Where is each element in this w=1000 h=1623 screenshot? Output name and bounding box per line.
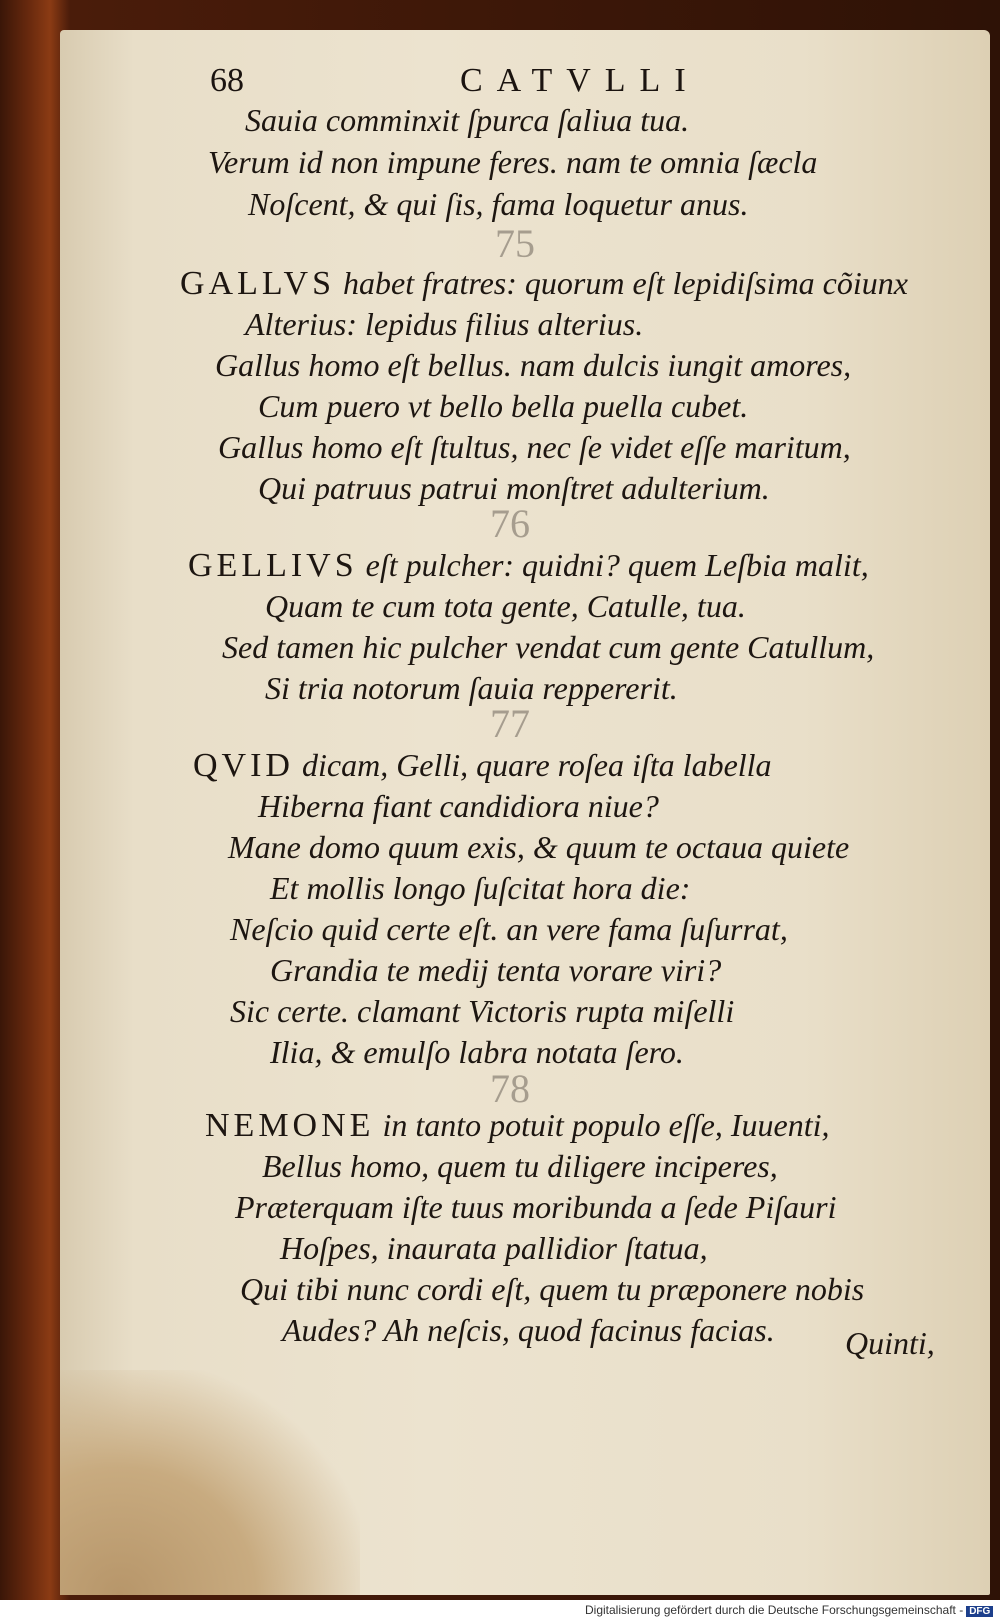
- poem-initial: NEMONE: [205, 1107, 375, 1144]
- catchword: Quinti,: [845, 1325, 935, 1361]
- verse-line: Ilia, & emulſo labra notata ſero.: [270, 1034, 684, 1070]
- page-stain: [60, 1370, 360, 1595]
- verse-line: Sed tamen hic pulcher vendat cum gente Catullum,: [222, 629, 875, 665]
- verse-line: Audes? Ah neſcis, quod facinus facias.: [282, 1312, 775, 1348]
- verse-line: Præterquam iſte tuus moribunda a ſede Piſauri: [235, 1189, 837, 1225]
- verse-line-first: [188, 545, 869, 586]
- verse-line: Hiberna fiant candidiora niue?: [258, 788, 659, 824]
- verse-line: Et mollis longo ſuſcitat hora die:: [270, 870, 691, 906]
- poem-initial: QVID: [193, 747, 294, 784]
- verse-line: Si tria notorum ſauia reppererit.: [265, 670, 678, 706]
- verse-text: eſt pulcher: quidni? quem Leſbia malit,: [357, 547, 869, 583]
- verse-line: Quam te cum tota gente, Catulle, tua.: [265, 588, 746, 624]
- verse-line: Cum puero vt bello bella puella cubet.: [258, 388, 749, 424]
- verse-text: dicam, Gelli, quare roſea iſta labella: [293, 747, 772, 783]
- verse-line: Sic certe. clamant Victoris rupta miſelli: [230, 993, 735, 1029]
- running-title: CATVLLI: [460, 62, 700, 99]
- footer-text: Digitalisierung gefördert durch die Deutsche Forschungsgemeinschaft -: [585, 1603, 964, 1617]
- verse-line: Gallus homo eſt bellus. nam dulcis iungit amores,: [215, 347, 852, 383]
- verse-line: Sauia comminxit ſpurca ſaliua tua.: [245, 102, 690, 138]
- page-header: [210, 62, 750, 102]
- verse-line: Hoſpes, inaurata pallidior ſtatua,: [280, 1230, 708, 1266]
- digitization-footer: [585, 1603, 993, 1617]
- verse-line: Neſcio quid certe eſt. an vere fama ſuſurrat,: [230, 911, 788, 947]
- poem-initial: GALLVS: [180, 265, 335, 302]
- verse-line-first: [205, 1105, 830, 1146]
- poem-initial: GELLIVS: [188, 547, 358, 584]
- verse-line: Bellus homo, quem tu diligere inciperes,: [262, 1148, 778, 1184]
- folio-number: 68: [210, 62, 244, 99]
- verse-text: in tanto potuit populo eſſe, Iuuenti,: [374, 1107, 830, 1143]
- verse-line: Mane domo quum exis, & quum te octaua quiete: [228, 829, 850, 865]
- verse-line: Qui tibi nunc cordi eſt, quem tu præponere nobis: [240, 1271, 865, 1307]
- poem-number: 78: [490, 1066, 530, 1111]
- verse-line: Grandia te medij tenta vorare viri?: [270, 952, 722, 988]
- verse-text: habet fratres: quorum eſt lepidiſsima cõiunx: [335, 265, 908, 301]
- poem-number: 75: [495, 221, 535, 266]
- verse-line-first: [193, 745, 772, 786]
- poem-number: 77: [490, 701, 530, 746]
- verse-line: Verum id non impune feres. nam te omnia ſæcla: [208, 144, 818, 180]
- verse-line: Gallus homo eſt ſtultus, nec ſe videt eſſe maritum,: [218, 429, 851, 465]
- verse-line: Qui patruus patrui monſtret adulterium.: [258, 470, 770, 506]
- verse-line-first: [180, 263, 908, 304]
- verse-line: Alterius: lepidus filius alterius.: [245, 306, 644, 342]
- poem-number: 76: [490, 501, 530, 546]
- dfg-logo: DFG: [966, 1606, 993, 1617]
- verse-line: Noſcent, & qui ſis, fama loquetur anus.: [248, 186, 749, 222]
